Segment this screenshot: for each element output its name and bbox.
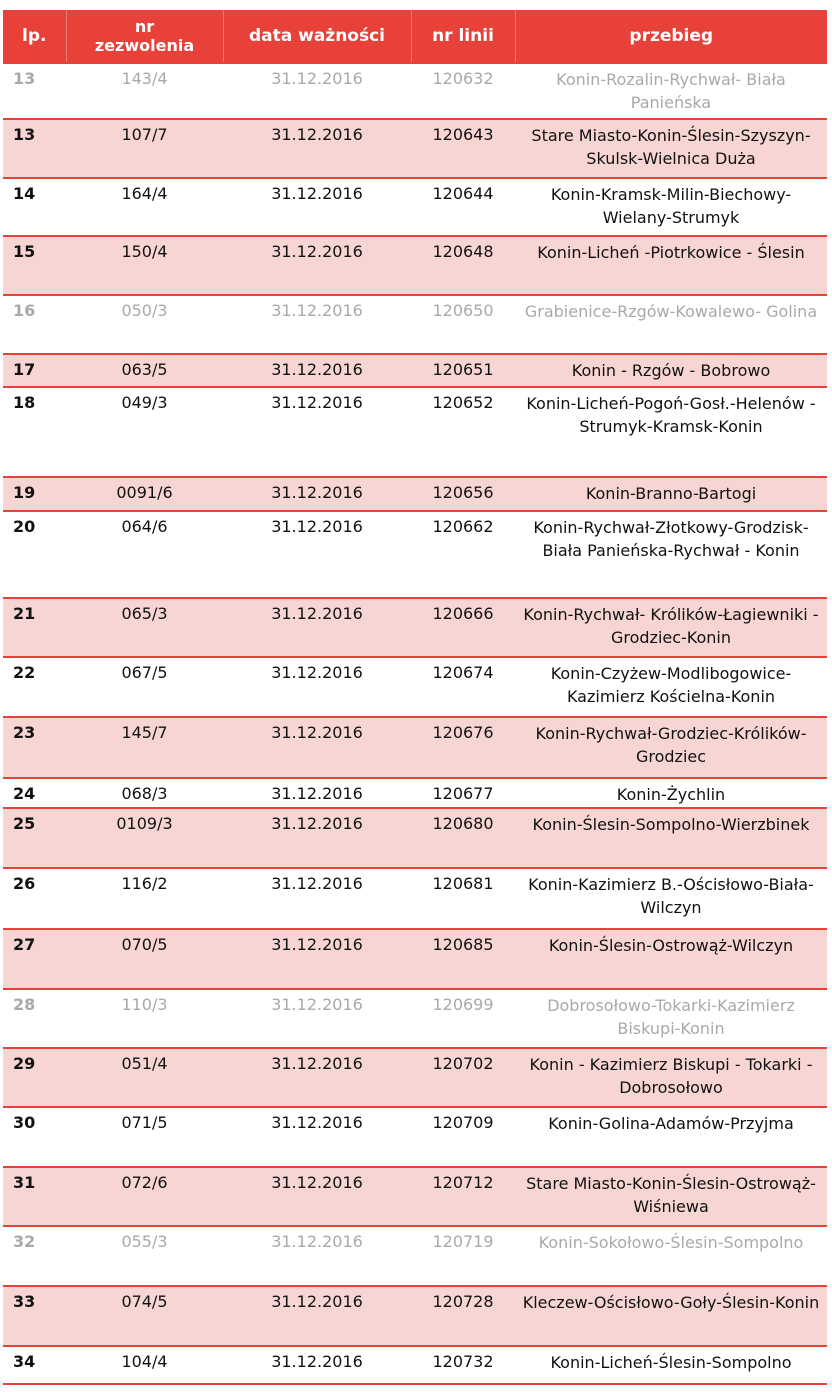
cell-lp: 28 (3, 989, 66, 1048)
cell-przebieg: Konin-Branno-Bartogi (515, 477, 827, 511)
table-row (3, 778, 827, 808)
cell-nr-zezwolenia: 072/6 (66, 1167, 223, 1226)
cell-przebieg: Dobrosołowo-Tokarki-Kazimierz Biskupi-Konin (515, 989, 827, 1048)
cell-nr-zezwolenia: 0109/3 (66, 808, 223, 868)
cell-lp: 21 (3, 598, 66, 657)
cell-nr-zezwolenia: 164/4 (66, 178, 223, 236)
cell-przebieg: Konin-Licheń -Piotrkowice - Ślesin (515, 236, 827, 295)
cell-lp: 18 (3, 387, 66, 477)
cell-nr-zezwolenia: 050/3 (66, 295, 223, 354)
cell-nr-zezwolenia: 065/3 (66, 598, 223, 657)
cell-nr-linii: 120677 (411, 778, 515, 808)
cell-przebieg: Konin-Sokołowo-Ślesin-Sompolno (515, 1226, 827, 1286)
cell-przebieg: Konin-Ślesin-Sompolno-Wierzbinek (515, 808, 827, 868)
cell-lp: 13 (3, 63, 66, 119)
table-row (3, 1286, 827, 1346)
cell-lp: 17 (3, 354, 66, 387)
cell-przebieg: Konin-Rychwał-Złotkowy-Grodzisk-Biała Panieńska-Rychwał - Konin (515, 511, 827, 598)
cell-przebieg: Konin-Ślesin-Ostrowąż-Wilczyn (515, 929, 827, 989)
cell-data-waznosci: 31.12.2016 (223, 119, 411, 178)
table-header (3, 10, 827, 63)
cell-nr-linii: 120662 (411, 511, 515, 598)
cell-lp: 16 (3, 295, 66, 354)
cell-lp: 23 (3, 717, 66, 778)
cell-nr-zezwolenia: 107/7 (66, 119, 223, 178)
cell-nr-zezwolenia: 110/3 (66, 989, 223, 1048)
table-row (3, 1346, 827, 1384)
cell-nr-zezwolenia: 071/5 (66, 1107, 223, 1167)
cell-data-waznosci: 31.12.2016 (223, 477, 411, 511)
cell-przebieg: Kleczew-Ościsłowo-Goły-Ślesin-Konin (515, 1286, 827, 1346)
cell-nr-zezwolenia: 104/4 (66, 1346, 223, 1384)
table-row (3, 1048, 827, 1107)
cell-data-waznosci: 31.12.2016 (223, 868, 411, 929)
cell-przebieg: Konin-Kazimierz B.-Ościsłowo-Biała-Wilczyn (515, 868, 827, 929)
cell-data-waznosci: 31.12.2016 (223, 1346, 411, 1384)
bus-lines-table (3, 10, 827, 1385)
cell-przebieg: Konin-Licheń-Ślesin-Sompolno (515, 1346, 827, 1384)
cell-przebieg: Konin-Kramsk-Milin-Biechowy-Wielany-Strumyk (515, 178, 827, 236)
cell-przebieg: Konin-Żychlin (515, 778, 827, 808)
cell-nr-linii: 120709 (411, 1107, 515, 1167)
cell-data-waznosci: 31.12.2016 (223, 178, 411, 236)
cell-nr-zezwolenia: 049/3 (66, 387, 223, 477)
cell-przebieg: Konin-Rychwał- Królików-Łagiewniki -Grodziec-Konin (515, 598, 827, 657)
cell-lp: 34 (3, 1346, 66, 1384)
table-row (3, 1167, 827, 1226)
cell-data-waznosci: 31.12.2016 (223, 778, 411, 808)
cell-nr-linii: 120699 (411, 989, 515, 1048)
cell-data-waznosci: 31.12.2016 (223, 1167, 411, 1226)
cell-przebieg: Konin - Kazimierz Biskupi - Tokarki -Dobrosołowo (515, 1048, 827, 1107)
cell-nr-linii: 120656 (411, 477, 515, 511)
cell-lp: 20 (3, 511, 66, 598)
table-row (3, 511, 827, 598)
table-row (3, 929, 827, 989)
cell-nr-linii: 120632 (411, 63, 515, 119)
cell-nr-zezwolenia: 145/7 (66, 717, 223, 778)
cell-przebieg: Konin-Licheń-Pogoń-Gosł.-Helenów -Strumyk-Kramsk-Konin (515, 387, 827, 477)
table-row (3, 178, 827, 236)
table-body (3, 63, 827, 1384)
cell-data-waznosci: 31.12.2016 (223, 929, 411, 989)
cell-nr-linii: 120643 (411, 119, 515, 178)
cell-przebieg: Grabienice-Rzgów-Kowalewo- Golina (515, 295, 827, 354)
cell-data-waznosci: 31.12.2016 (223, 598, 411, 657)
cell-nr-zezwolenia: 051/4 (66, 1048, 223, 1107)
cell-przebieg: Stare Miasto-Konin-Ślesin-Ostrowąż-Wiśniewa (515, 1167, 827, 1226)
header-lp: lp. (3, 10, 66, 63)
cell-lp: 29 (3, 1048, 66, 1107)
cell-nr-linii: 120680 (411, 808, 515, 868)
cell-data-waznosci: 31.12.2016 (223, 989, 411, 1048)
cell-lp: 15 (3, 236, 66, 295)
cell-nr-linii: 120674 (411, 657, 515, 717)
cell-nr-linii: 120702 (411, 1048, 515, 1107)
cell-nr-zezwolenia: 0091/6 (66, 477, 223, 511)
cell-data-waznosci: 31.12.2016 (223, 511, 411, 598)
header-nr-linii: nr linii (411, 10, 515, 63)
cell-przebieg: Konin-Golina-Adamów-Przyjma (515, 1107, 827, 1167)
cell-lp: 33 (3, 1286, 66, 1346)
cell-lp: 14 (3, 178, 66, 236)
cell-data-waznosci: 31.12.2016 (223, 1048, 411, 1107)
cell-nr-zezwolenia: 070/5 (66, 929, 223, 989)
table-row (3, 477, 827, 511)
cell-data-waznosci: 31.12.2016 (223, 295, 411, 354)
cell-przebieg: Konin-Rychwał-Grodziec-Królików-Grodziec (515, 717, 827, 778)
cell-przebieg: Konin-Czyżew-Modlibogowice-Kazimierz Kościelna-Konin (515, 657, 827, 717)
cell-nr-linii: 120732 (411, 1346, 515, 1384)
cell-data-waznosci: 31.12.2016 (223, 657, 411, 717)
table-row (3, 657, 827, 717)
table-row (3, 236, 827, 295)
cell-data-waznosci: 31.12.2016 (223, 1286, 411, 1346)
header-data-waznosci: data ważności (223, 10, 411, 63)
cell-nr-linii: 120651 (411, 354, 515, 387)
table-row (3, 1226, 827, 1286)
cell-nr-linii: 120681 (411, 868, 515, 929)
cell-nr-zezwolenia: 116/2 (66, 868, 223, 929)
cell-nr-linii: 120719 (411, 1226, 515, 1286)
table-row (3, 119, 827, 178)
cell-nr-linii: 120666 (411, 598, 515, 657)
header-nr-line1: nr (134, 17, 155, 36)
table-row (3, 63, 827, 119)
cell-nr-zezwolenia: 067/5 (66, 657, 223, 717)
cell-nr-zezwolenia: 064/6 (66, 511, 223, 598)
cell-nr-linii: 120648 (411, 236, 515, 295)
cell-nr-linii: 120685 (411, 929, 515, 989)
cell-data-waznosci: 31.12.2016 (223, 63, 411, 119)
header-przebieg: przebieg (515, 10, 827, 63)
cell-data-waznosci: 31.12.2016 (223, 236, 411, 295)
header-nr-line2: zezwolenia (94, 36, 195, 55)
table-row (3, 354, 827, 387)
cell-data-waznosci: 31.12.2016 (223, 1226, 411, 1286)
table-row (3, 598, 827, 657)
table-row (3, 868, 827, 929)
header-nr-zezwolenia (66, 10, 223, 63)
cell-nr-zezwolenia: 063/5 (66, 354, 223, 387)
cell-lp: 24 (3, 778, 66, 808)
cell-lp: 13 (3, 119, 66, 178)
table-row (3, 989, 827, 1048)
cell-nr-linii: 120644 (411, 178, 515, 236)
table-row (3, 808, 827, 868)
cell-data-waznosci: 31.12.2016 (223, 354, 411, 387)
cell-nr-zezwolenia: 150/4 (66, 236, 223, 295)
cell-przebieg: Konin - Rzgów - Bobrowo (515, 354, 827, 387)
cell-nr-linii: 120650 (411, 295, 515, 354)
cell-lp: 25 (3, 808, 66, 868)
cell-data-waznosci: 31.12.2016 (223, 808, 411, 868)
table-row (3, 1107, 827, 1167)
cell-przebieg: Konin-Rozalin-Rychwał- Biała Panieńska (515, 63, 827, 119)
cell-data-waznosci: 31.12.2016 (223, 387, 411, 477)
cell-lp: 31 (3, 1167, 66, 1226)
table-row (3, 387, 827, 477)
cell-nr-zezwolenia: 068/3 (66, 778, 223, 808)
table-row (3, 717, 827, 778)
cell-lp: 26 (3, 868, 66, 929)
cell-lp: 27 (3, 929, 66, 989)
cell-nr-linii: 120676 (411, 717, 515, 778)
cell-data-waznosci: 31.12.2016 (223, 1107, 411, 1167)
table-row (3, 295, 827, 354)
cell-przebieg: Stare Miasto-Konin-Ślesin-Szyszyn-Skulsk-Wielnica Duża (515, 119, 827, 178)
cell-nr-linii: 120728 (411, 1286, 515, 1346)
cell-nr-linii: 120712 (411, 1167, 515, 1226)
cell-nr-zezwolenia: 055/3 (66, 1226, 223, 1286)
cell-lp: 30 (3, 1107, 66, 1167)
cell-nr-zezwolenia: 143/4 (66, 63, 223, 119)
cell-nr-linii: 120652 (411, 387, 515, 477)
cell-lp: 22 (3, 657, 66, 717)
cell-lp: 32 (3, 1226, 66, 1286)
cell-nr-zezwolenia: 074/5 (66, 1286, 223, 1346)
cell-lp: 19 (3, 477, 66, 511)
cell-data-waznosci: 31.12.2016 (223, 717, 411, 778)
